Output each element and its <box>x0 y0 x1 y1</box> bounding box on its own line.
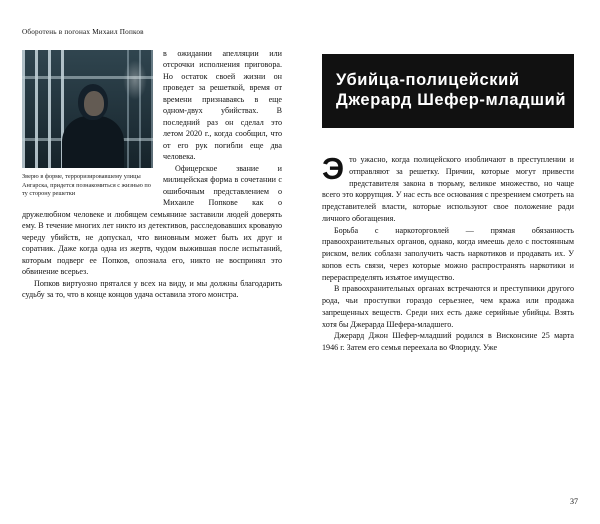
paragraph: Джерард Джон Шефер-младший родился в Висконсине 25 марта 1946 г. Затем его семья переехала во Флориду. Уже <box>322 331 574 352</box>
photo-light-glow <box>123 60 147 100</box>
person-silhouette-body <box>62 116 124 168</box>
paragraph: В правоохранительных органах встречаются и преступники другого рода, чьи проступки гораздо серьезнее, чем кража или продажа запрещенных веществ. Среди них есть даже серийные убийцы. Взять хотя бы Джерарда Шефера-младшего. <box>322 284 574 329</box>
chapter-title-line-1: Убийца-полицейский <box>336 71 520 89</box>
right-page <box>300 0 600 524</box>
paragraph-text: то ужасно, когда полицейского изобличают в преступлении и отправляют за решетку. Причин, которые могут привести представителя закона в тюрьму, великое множество, но чаще всего это коррупция. У нас есть все основания с презрением смотреть на представителей власти, которые используют свое положение ради личного обогащения. <box>322 155 574 223</box>
paragraph-with-dropcap <box>322 151 574 224</box>
photo-caption: Зверю в форме, терроризировавшему улицы Ангарска, придется познакомиться с жизнью по ту сторону решетки <box>22 173 151 197</box>
drop-cap: Э <box>322 151 345 187</box>
paragraph: Попков виртуозно прятался у всех на виду, и мы должны благодарить судьбу за то, что в конце концов удача оставила этого монстра. <box>22 278 282 300</box>
prisoner-in-cell-photo <box>22 50 153 168</box>
chapter-title-line-2: Джерард Шефер-младший <box>336 91 567 110</box>
running-head: Оборотень в погонах Михаил Попков <box>22 28 144 36</box>
right-column-text <box>322 151 574 353</box>
paragraph: Борьба с наркоторговлей — прямая обязанность правоохранительных органов, однако, когда имеешь дело с постоянным риском, велик соблазн заполучить часть наркотиков и продавать их. У копов есть связи, через которые можно распространять наркотики и перераспределять изъятое имущество. <box>322 225 574 282</box>
cell-bars-left-icon <box>22 50 66 168</box>
chapter-title-banner <box>322 54 574 128</box>
paragraph: в ожидании апелляции или отсрочки исполнения приговора. Но остаток своей жизни он проведет за решеткой, время от времени признаваясь в еще одном-двух убийствах. В последний раз он сделал это летом 2020 г., когда сообщил, что от его рук погибли еще два человека. <box>163 49 282 162</box>
page-number: 37 <box>570 497 578 506</box>
paragraph: Офицерское звание и милицейская форма в сочетании с ошибочным представлением о Михаиле Попкове как о дружелюбном человеке и любящем семьянине заставили людей доверять ему. В течение многих лет никто из детективов, расследовавших кровавую череду убийств, не допускал, что виновным может быть их друг и соратник. Даже когда одна из жертв, чудом выжившая после испытаний, которым подверг ее Попков, опознала его, никто не воспринял это обвинение всерьез. <box>22 163 282 277</box>
left-page-body <box>22 48 282 301</box>
person-face <box>84 91 104 116</box>
photo-block <box>22 50 153 199</box>
